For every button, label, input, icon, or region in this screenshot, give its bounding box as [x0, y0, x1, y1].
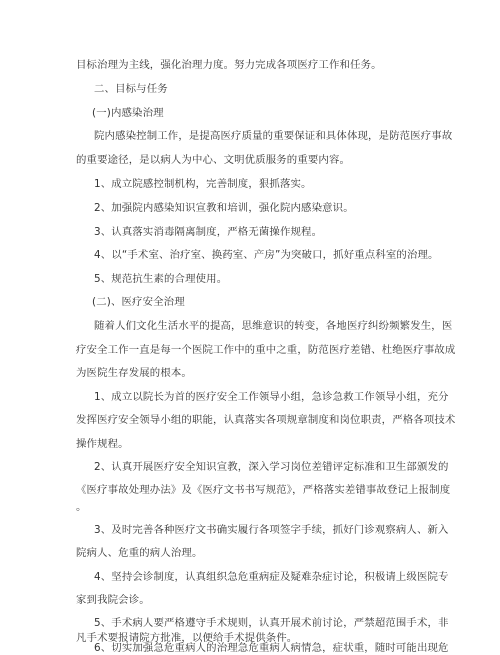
- list-item-continuation: 。: [76, 501, 87, 513]
- paragraph-line: 为医院生存发展的根本。: [76, 367, 192, 379]
- subsection-heading: (二)、医疗安全治理: [92, 296, 185, 308]
- list-item: 5、手术病人要严格遵守手术规则，认真开展术前讨论，严禁超范围手术，非: [94, 617, 449, 629]
- list-item: 2、加强院内感染知识宣教和培训，强化院内感染意识。: [94, 202, 354, 214]
- list-item: 4、坚持会诊制度，认真组织急危重病症及疑难杂症讨论，积极请上级医院专: [94, 571, 449, 583]
- list-item: 5、规范抗生素的合理使用。: [94, 273, 228, 285]
- list-item: 1、成立院感控制机构，完善制度，狠抓落实。: [94, 178, 312, 190]
- list-item-continuation: 凡手术要报请院方批准，以便给手术提供条件。: [76, 632, 298, 644]
- list-item: 4、以“手术室、治疗室、换药室、产房”为突破口，抓好重点科室的治理。: [94, 249, 439, 261]
- paragraph-line: 随着人们文化生活水平的提高，思维意识的转变，各地医疗纠纷频繁发生，医: [94, 320, 453, 332]
- paragraph-line: 的重要途径，是以病人为中心、文明优质服务的重要内容。: [76, 154, 351, 166]
- list-item: 2、认真开展医疗安全知识宣教，深入学习岗位差错评定标准和卫生部颁发的: [94, 461, 449, 473]
- list-item: 3、认真落实消毒隔离制度，严格无菌操作规程。: [94, 226, 323, 238]
- list-item-continuation: 操作规程。: [76, 438, 129, 450]
- section-heading: 二、目标与任务: [94, 83, 168, 95]
- paragraph-line: 疗安全工作一直是每一个医院工作中的重中之重，防范医疗差错、杜绝医疗事故成: [76, 344, 456, 356]
- text-line: 目标治理为主线，强化治理力度。努力完成各项医疗工作和任务。: [76, 59, 382, 71]
- list-item-continuation: 家到我院会诊。: [76, 594, 150, 606]
- paragraph-line: 院内感染控制工作，是提高医疗质量的重要保证和具体体现，是防范医疗事故: [94, 130, 453, 142]
- list-item: 6、切实加强急危重病人的治理急危重病人病情急，症状重，随时可能出现危: [94, 642, 449, 654]
- list-item: 3、及时完善各种医疗文书确实履行各项签字手续，抓好门诊观察病人、新入: [94, 524, 449, 536]
- list-item-continuation: 院病人、危重的病人治理。: [76, 547, 203, 559]
- subsection-heading: (一)内感染治理: [92, 107, 164, 119]
- list-item: 1、成立以院长为首的医疗安全工作领导小组，急诊急救工作领导小组，充分: [94, 391, 449, 403]
- list-item-continuation: 《医疗事故处理办法》及《医疗文书书写规范》，严格落实差错事故登记上报制度: [76, 484, 451, 496]
- list-item-continuation: 发挥医疗安全领导小组的职能，认真落实各项规章制度和岗位职责，严格各项技术: [76, 414, 456, 426]
